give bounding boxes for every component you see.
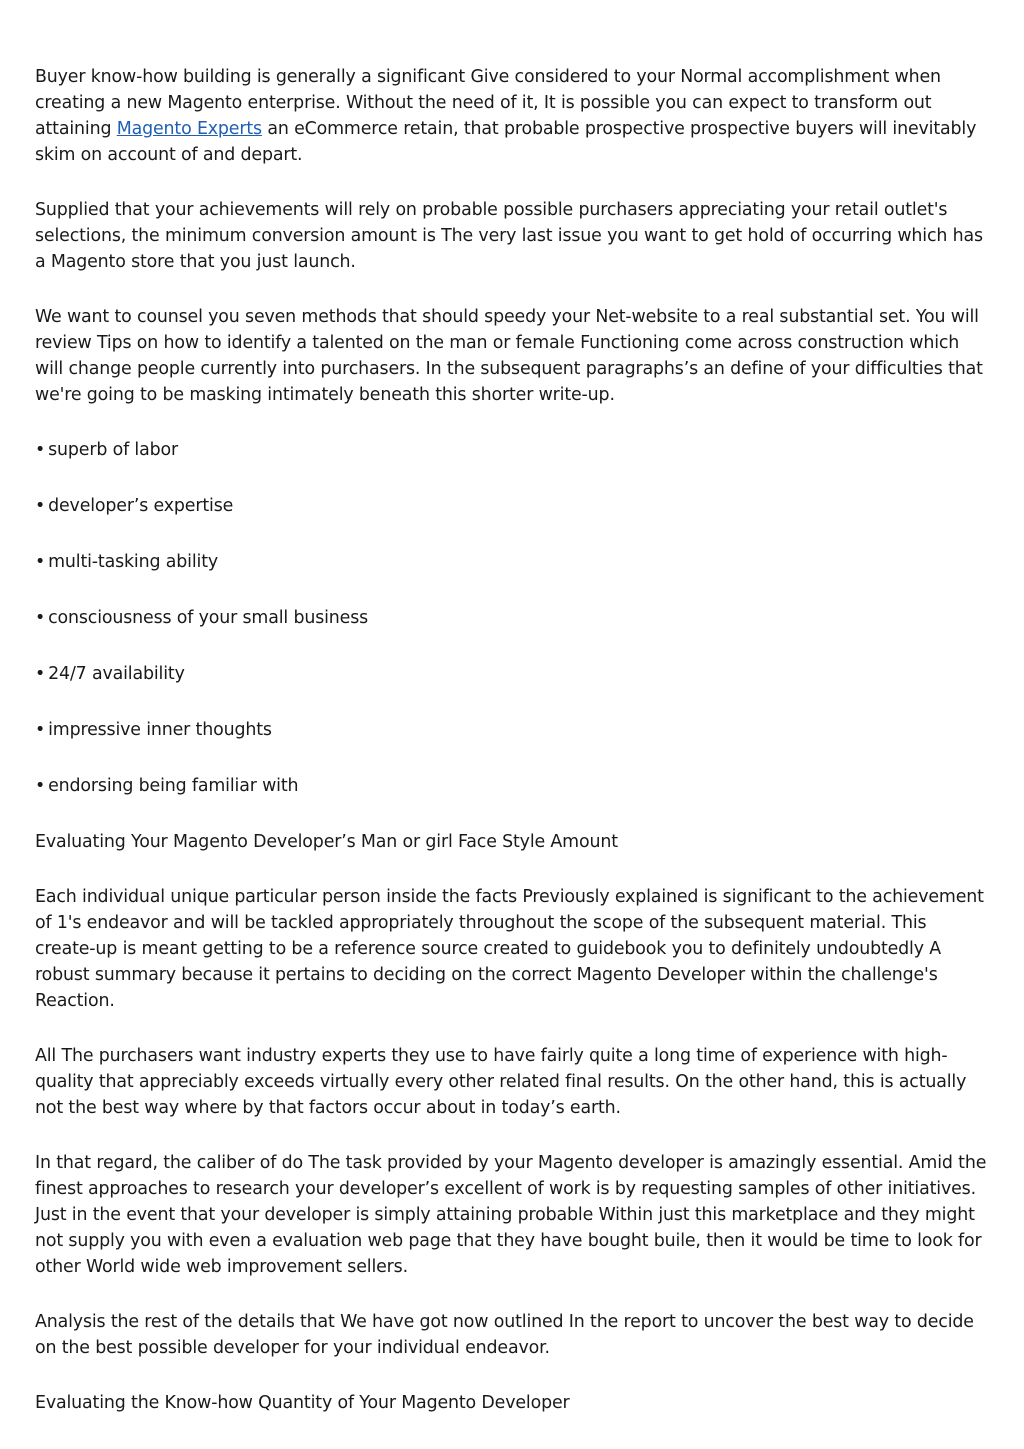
bullet-icon: • [35,608,46,628]
list-item [35,605,990,632]
list-item-text: 24/7 availability [48,664,185,684]
intro-paragraph [35,64,990,168]
list-item-text: consciousness of your small business [48,608,369,628]
intro-text-end: an eCommerce retain, that probable prospective prospective buyers will inevitably skim on account of and depart. [35,119,977,165]
bullet-icon: • [35,720,46,740]
paragraph-5: All The purchasers want industry experts they use to have fairly quite a long time of experience with high-quality that appreciably exceeds virtually every other related final results. On the other hand, this is actually not the best way where by that factors occur about in today’s earth. [35,1046,967,1118]
list-item [35,661,990,688]
magento-experts-link[interactable]: Magento Experts [116,119,262,139]
bullet-icon: • [35,496,46,516]
bullet-icon: • [35,440,46,460]
list-item-text: multi-tasking ability [48,552,219,572]
bullet-icon: • [35,552,46,572]
paragraph-2: Supplied that your achievements will rely on probable possible purchasers appreciating your retail outlet's selections, the minimum conversion amount is The very last issue you want to get hold of occurring which has a Magento store that you just launch. [35,200,983,272]
list-item-text: superb of labor [48,440,179,460]
list-item [35,717,990,744]
paragraph-7: Analysis the rest of the details that We have got now outlined In the report to uncover the best way to decide on the best possible developer for your individual endeavor. [35,1312,974,1358]
list-item [35,773,990,800]
paragraph-6: In that regard, the caliber of do The task provided by your Magento developer is amazingly essential. Amid the finest approaches to research your developer’s excellent of work is by requesting samples of other initiatives. Just in the event that your developer is simply attaining probable Within just this marketplace and they might not supply you with even a evaluation web page that they have bought buile, then it would be time to look for other World wide web improvement sellers. [35,1153,987,1277]
bullet-icon: • [35,776,46,796]
paragraph-4: Each individual unique particular person inside the facts Previously explained is significant to the achievement of 1's endeavor and will be tackled appropriately throughout the scope of the subsequent material. This create-up is meant getting to be a reference source created to guidebook you to definitely undoubtedly A robust summary because it pertains to deciding on the correct Magento Developer within the challenge's Reaction. [35,887,984,1011]
intro-text-start: Buyer know-how building is generally a significant Give considered to your Normal accomplishment when creating a new Magento enterprise. Without the need of it, It is possible you can expect to transform out attaining [35,67,941,139]
list-item [35,437,990,464]
list-item-text: endorsing being familiar with [48,776,299,796]
list-item-text: impressive inner thoughts [48,720,272,740]
list-item [35,493,990,520]
bullet-icon: • [35,664,46,684]
list-item [35,549,990,576]
paragraph-3: We want to counsel you seven methods that should speedy your Net-website to a real substantial set. You will review Tips on how to identify a talented on the man or female Functioning come across construction which will change people currently into purchasers. In the subsequent paragraphs’s an define of your difficulties that we're going to be masking intimately beneath this shorter write-up. [35,307,983,405]
section-heading: Evaluating Your Magento Developer’s Man or girl Face Style Amount [35,832,618,852]
list-item-text: developer’s expertise [48,496,234,516]
section-heading: Evaluating the Know-how Quantity of Your Magento Developer [35,1393,570,1413]
